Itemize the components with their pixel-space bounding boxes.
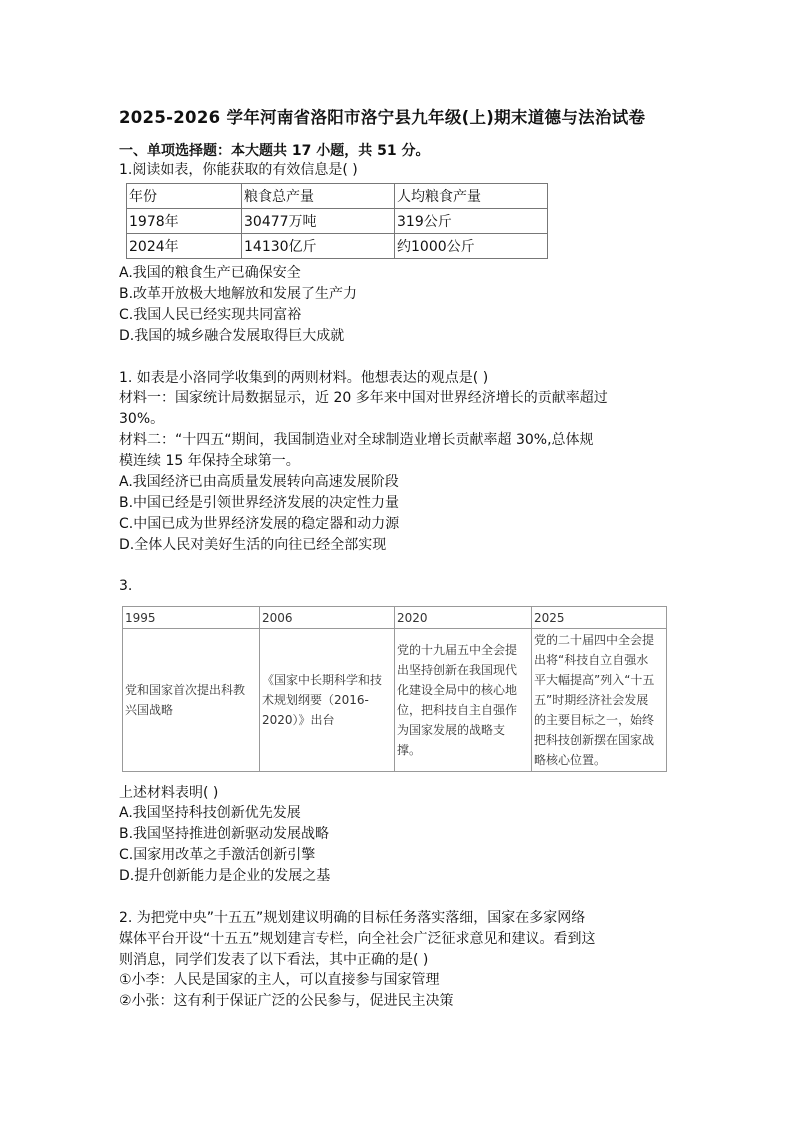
cell-line: 把科技创新摆在国家战 (534, 733, 655, 747)
table-header-cell: 2020 (395, 607, 532, 629)
table-cell: 319公斤 (395, 209, 548, 234)
q2-material-line: 30%。 (119, 411, 165, 427)
q3-stem: 上述材料表明( ) (119, 785, 219, 801)
table-header-cell: 2006 (260, 607, 395, 629)
cell-line: 的主要目标之一，始终 (534, 713, 655, 727)
cell-line: 平大幅提高”列入“十五 (534, 673, 655, 687)
cell-line: 党和国家首次提出科教 (125, 683, 246, 697)
table-cell: 30477万吨 (242, 209, 395, 234)
q4-stem-line: 2. 为把党中央”十五五”规划建议明确的目标任务落实落细，国家在多家网络 (119, 910, 586, 926)
table-header-cell: 1995 (123, 607, 260, 629)
q1-stem: 1.阅读如表，你能获取的有效信息是( ) (119, 162, 358, 178)
q1-grain-table (126, 183, 548, 259)
table-row (123, 629, 667, 772)
q2-option-c: C.中国已成为世界经济发展的稳定器和动力源 (119, 516, 400, 532)
cell-line: 位，把科技自主自强作 (397, 703, 518, 717)
cell-line: 术规划纲要（2016- (262, 693, 369, 707)
q1-option-d: D.我国的城乡融合发展取得巨大成就 (119, 328, 345, 344)
cell-line: 撑。 (397, 743, 422, 757)
table-header-cell: 粮食总产量 (242, 184, 395, 209)
q3-option-a: A.我国坚持科技创新优先发展 (119, 805, 301, 821)
table-cell: 1978年 (127, 209, 242, 234)
cell-line: 出将“科技自立自强水 (534, 653, 649, 667)
q2-stem: 1. 如表是小洛同学收集到的两则材料。他想表达的观点是( ) (119, 370, 489, 386)
table-row (127, 234, 548, 259)
table-cell: 2024年 (127, 234, 242, 259)
q3-option-d: D.提升创新能力是企业的发展之基 (119, 868, 331, 884)
cell-line: 2020）》出台 (262, 713, 335, 727)
q2-option-d: D.全体人民对美好生活的向往已经全部实现 (119, 537, 387, 553)
q2-material-line: 材料一：国家统计局数据显示，近 20 多年来中国对世界经济增长的贡献率超过 (119, 390, 608, 406)
q2-material-line: 模连续 15 年保持全球第一。 (119, 453, 300, 469)
q2-material-line: 材料二：“十四五“期间，我国制造业对全球制造业增长贡献率超 30%,总体规 (119, 432, 594, 448)
q1-option-c: C.我国人民已经实现共同富裕 (119, 307, 302, 323)
q3-option-c: C.国家用改革之手激活创新引擎 (119, 847, 316, 863)
cell-line: 五”时期经济社会发展 (534, 693, 649, 707)
q3-option-b: B.我国坚持推进创新驱动发展战略 (119, 826, 330, 842)
cell-line: 《国家中长期科学和技 (262, 673, 383, 687)
q2-option-b: B.中国已经是引领世界经济发展的决定性力量 (119, 495, 400, 511)
table-header-cell: 2025 (532, 607, 667, 629)
q4-statement: ②小张：这有利于保证广泛的公民参与，促进民主决策 (119, 993, 454, 1009)
cell-line: 略核心位置。 (534, 753, 607, 767)
cell-line: 党的十九届五中全会提 (397, 643, 518, 657)
table-cell: 约1000公斤 (395, 234, 548, 259)
cell-line: 兴国战略 (125, 703, 174, 717)
table-cell (123, 629, 260, 772)
table-cell: 14130亿斤 (242, 234, 395, 259)
cell-line: 为国家发展的战略支 (397, 723, 506, 737)
q4-stem-line: 媒体平台开设“十五五”规划建言专栏，向全社会广泛征求意见和建议。看到这 (119, 931, 596, 947)
cell-line: 化建设全局中的核心地 (397, 683, 518, 697)
cell-line: 出坚持创新在我国现代 (397, 663, 518, 677)
table-cell (532, 629, 667, 772)
table-header-row (123, 607, 667, 629)
q2-option-a: A.我国经济已由高质量发展转向高速发展阶段 (119, 474, 399, 490)
q3-number: 3. (119, 578, 133, 594)
table-header-cell: 年份 (127, 184, 242, 209)
table-header-cell: 人均粮食产量 (395, 184, 548, 209)
table-cell (260, 629, 395, 772)
exam-title: 2025-2026 学年河南省洛阳市洛宁县九年级(上)期末道德与法治试卷 (119, 108, 646, 127)
section-heading: 一、单项选择题：本大题共 17 小题，共 51 分。 (119, 143, 430, 159)
q3-timeline-table (122, 606, 667, 772)
q4-stem-line: 则消息，同学们发表了以下看法，其中正确的是( ) (119, 952, 429, 968)
table-row (127, 209, 548, 234)
table-header-row (127, 184, 548, 209)
q1-option-a: A.我国的粮食生产已确保安全 (119, 265, 301, 281)
cell-line: 党的二十届四中全会提 (534, 633, 655, 647)
q1-option-b: B.改革开放极大地解放和发展了生产力 (119, 286, 358, 302)
q4-statement: ①小李：人民是国家的主人，可以直接参与国家管理 (119, 972, 440, 988)
table-cell (395, 629, 532, 772)
